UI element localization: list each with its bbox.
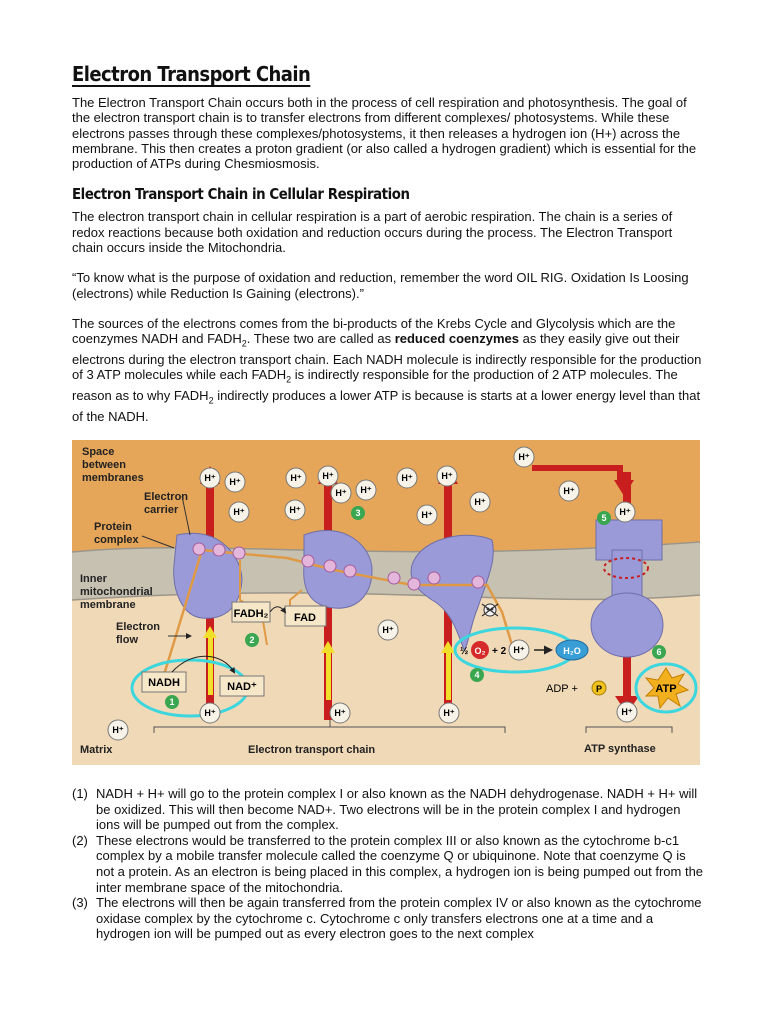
svg-text:H⁺: H⁺ xyxy=(204,708,216,718)
carrier-label-2: carrier xyxy=(144,504,179,516)
list-item: (3) The electrons will then be again transferred from the protein complex IV or also known as the cytochrome oxidase complex by the cytochrome c. Cytochrome c only transfers electrons one at a time and a hydrogen ion will be pumped out as every electron goes to the next complex xyxy=(72,895,702,942)
svg-text:H⁺: H⁺ xyxy=(619,507,631,517)
protein-label-1: Protein xyxy=(94,521,132,533)
protein-label-2: complex xyxy=(94,534,139,546)
svg-text:H⁺: H⁺ xyxy=(443,708,455,718)
svg-text:H⁺: H⁺ xyxy=(335,488,347,498)
fad-box xyxy=(285,606,326,626)
svg-text:2: 2 xyxy=(249,635,255,645)
oil-rig-quote: “To know what is the purpose of oxidation and reduction, remember the word OIL RIG. Oxidation Is Loosing (electrons) while Reduction Is Gaining (electrons).” xyxy=(72,270,689,301)
svg-text:6: 6 xyxy=(656,647,662,657)
fad-label: FAD xyxy=(294,612,316,624)
svg-text:H⁺: H⁺ xyxy=(360,485,372,495)
matrix-label: Matrix xyxy=(80,744,113,756)
svg-text:H⁺: H⁺ xyxy=(382,625,394,635)
section-heading: Electron Transport Chain in Cellular Respiration xyxy=(72,185,410,204)
phosphate-label: P xyxy=(595,684,603,694)
electron-flow-label-1: Electron xyxy=(116,621,161,633)
svg-text:H⁺: H⁺ xyxy=(563,486,575,496)
svg-text:5: 5 xyxy=(601,513,607,523)
atp-label: ATP xyxy=(655,683,677,695)
svg-text:4: 4 xyxy=(474,670,480,680)
atp-synthase-label: ATP synthase xyxy=(584,743,656,755)
o2-label: O₂ xyxy=(474,646,486,656)
svg-text:H⁺: H⁺ xyxy=(421,510,433,520)
nadh-box xyxy=(142,672,186,692)
nad-label: NAD⁺ xyxy=(227,681,257,693)
carrier-label-1: Electron xyxy=(144,491,189,503)
svg-text:H⁺: H⁺ xyxy=(518,452,530,462)
list-item: (2) These electrons would be transferred to the protein complex III or also known as the cytochrome b-c1 complex by a mobile transfer molecule called the coenzyme Q or ubiquinone. Note that coenzyme Q is not a protein. As an electron is being placed in this complex, a hydrogen ion is being pumped out from the inter membrane space of the mitochondria. xyxy=(72,832,704,895)
svg-text:H⁺: H⁺ xyxy=(621,707,633,717)
svg-text:H⁺: H⁺ xyxy=(112,725,124,735)
fadh2-label: FADH₂ xyxy=(233,608,269,620)
svg-text:H⁺: H⁺ xyxy=(513,645,525,655)
svg-text:1: 1 xyxy=(169,697,175,707)
space-label-1: Space xyxy=(82,446,115,458)
inner-membrane-label-3: membrane xyxy=(80,599,136,611)
svg-text:H⁺: H⁺ xyxy=(229,477,241,487)
adp-label: ADP + xyxy=(546,683,578,695)
svg-text:3: 3 xyxy=(355,508,361,518)
nadh-label: NADH xyxy=(148,677,180,689)
svg-text:H⁺: H⁺ xyxy=(290,473,302,483)
h2o-label: H₂O xyxy=(563,646,581,656)
space-label-3: membranes xyxy=(82,472,144,484)
list-item: (1) NADH + H+ will go to the protein complex I or also known as the NADH dehydrogenase. NADH + H+ will be oxidized. This will then become NAD+. Two electrons will be in the protein complex I and hydrogen ions will be pumped out from the complex. xyxy=(72,786,698,833)
respiration-paragraph: The electron transport chain in cellular respiration is a part of aerobic respiration. The chain is a series of redox reactions because both oxidation and reduction occurs during the process. The Electron Transport chain occurs inside the Mitochondria. xyxy=(72,209,673,256)
svg-text:H⁺: H⁺ xyxy=(204,473,216,483)
electron-sources-paragraph: The sources of the electrons comes from the bi-products of the Krebs Cycle and Glycolysis which are the coenzymes NADH and $FADH_2$. These two are called as reduced coenzymes as they easily give out their electrons during the electron transport chain. Each NADH molecule is indirectly responsible for the production of 3 ATP molecules while each $FADH_2$ is indirectly responsible for the production of 2 ATP molecules. The reason as to why $FADH_2$ indirectly produces a lower ATP is because is starts at a lower energy level than that of the NADH. xyxy=(72,315,702,425)
inner-membrane-label-2: mitochondrial xyxy=(80,586,153,598)
svg-text:H⁺: H⁺ xyxy=(289,505,301,515)
electron-transport-chain-label: Electron transport chain xyxy=(248,744,376,756)
svg-text:H⁺: H⁺ xyxy=(233,507,245,517)
svg-text:H⁺: H⁺ xyxy=(474,497,486,507)
inner-membrane-label-1: Inner xyxy=(80,573,107,585)
svg-text:H⁺: H⁺ xyxy=(441,471,453,481)
steps-list xyxy=(72,786,704,942)
space-label-2: between xyxy=(82,459,127,471)
page-title: Electron Transport Chain xyxy=(72,62,311,86)
nad-box xyxy=(220,676,264,696)
plus2-label: + 2 xyxy=(492,646,507,657)
document-body xyxy=(72,62,704,425)
electron-transport-diagram xyxy=(72,440,700,765)
half-label: ½ xyxy=(460,646,469,657)
poison-skull-icon xyxy=(482,604,498,616)
electron-flow-label-2: flow xyxy=(116,634,138,646)
svg-text:H⁺: H⁺ xyxy=(401,473,413,483)
fadh2-box xyxy=(232,602,270,622)
intro-paragraph: The Electron Transport Chain occurs both in the process of cell respiration and photosynthesis. The goal of the electron transport chain is to transfer electrons from different complexes/ photosystems. While these electrons passes through these complexes/photosystems, it then releases a hydrogen ion (H+) across the membrane. This then creates a proton gradient (or also called a hydrogen gradient) which is essential for the production of ATPs during Chesmiosmosis. xyxy=(72,95,697,172)
svg-text:H⁺: H⁺ xyxy=(322,471,334,481)
svg-text:H⁺: H⁺ xyxy=(334,708,346,718)
